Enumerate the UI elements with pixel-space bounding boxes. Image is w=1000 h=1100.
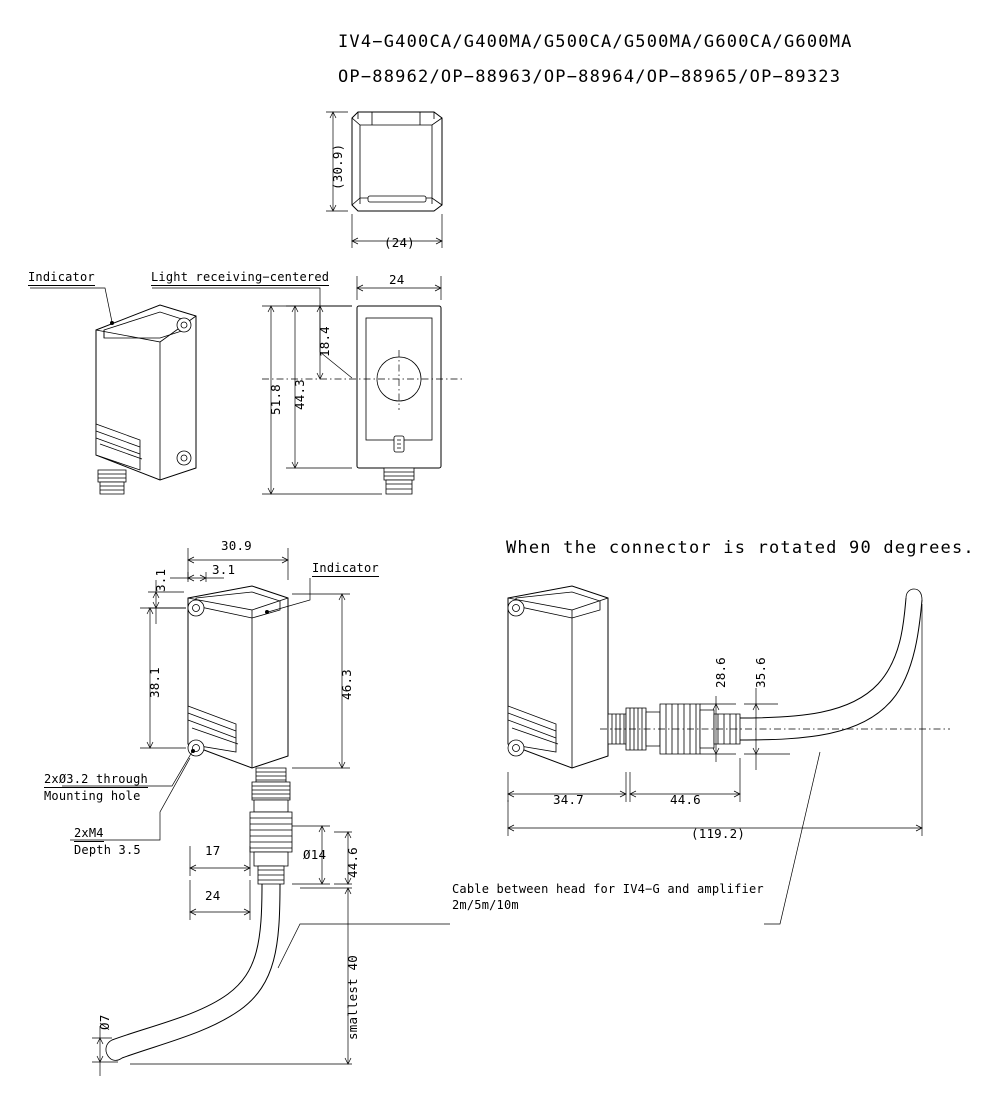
dim-446-vertical: 44.6 [345,847,360,878]
dim-optical-axis: 18.4 [317,326,332,357]
dim-286: 28.6 [713,657,728,688]
title-line-1: IV4−G400CA/G400MA/G500CA/G500MA/G600CA/G600MA [338,32,853,52]
dim-front-width: 24 [389,272,405,287]
dim-347: 34.7 [553,792,584,807]
dim-dia7 [92,1026,118,1076]
dim-309: 30.9 [221,538,252,553]
dim-smallest-40: smallest 40 [345,955,360,1040]
dim-top-view-height: (30.9) [330,143,345,190]
dim-17: 17 [205,843,221,858]
label-indicator-bottom: Indicator [312,561,379,575]
dim-463: 46.3 [339,669,354,700]
dim-1192: (119.2) [691,826,746,841]
dim-31-vertical: 3.1 [153,568,168,592]
dim-446-right: 44.6 [670,792,701,807]
bottom-left-view-body [106,586,292,1060]
top-view-body [352,112,442,211]
dim-381: 38.1 [147,667,162,698]
dim-height-443: 44.3 [292,379,307,410]
title-line-2: OP−88962/OP−88963/OP−88964/OP−88965/OP−89323 [338,67,842,87]
label-cable-2: 2m/5m/10m [452,898,519,912]
leader-indicator-top [30,288,114,325]
dim-dia14: Ø14 [303,847,327,862]
label-m4-1: 2xM4 [74,826,104,840]
dim-top-view-width: (24) [384,235,415,250]
dim-31-horizontal: 3.1 [212,562,236,577]
label-indicator-top: Indicator [28,270,95,284]
right-view-body [508,586,950,768]
dim-dia7: Ø7 [97,1014,112,1030]
label-mounting-hole-2: Mounting hole [44,789,141,803]
label-cable-1: Cable between head for IV4−G and amplifier [452,882,764,896]
dim-height-518: 51.8 [268,384,283,415]
side-view-body [96,305,196,494]
dim-24-bottom: 24 [205,888,221,903]
dim-356: 35.6 [753,657,768,688]
label-light-receiving: Light receiving−centered [151,270,330,284]
label-mounting-hole-1: 2xØ3.2 through [44,772,148,786]
label-m4-2: Depth 3.5 [74,843,141,857]
note-connector-rotated: When the connector is rotated 90 degrees. [506,538,975,558]
dim-smallest-40 [130,888,352,1064]
